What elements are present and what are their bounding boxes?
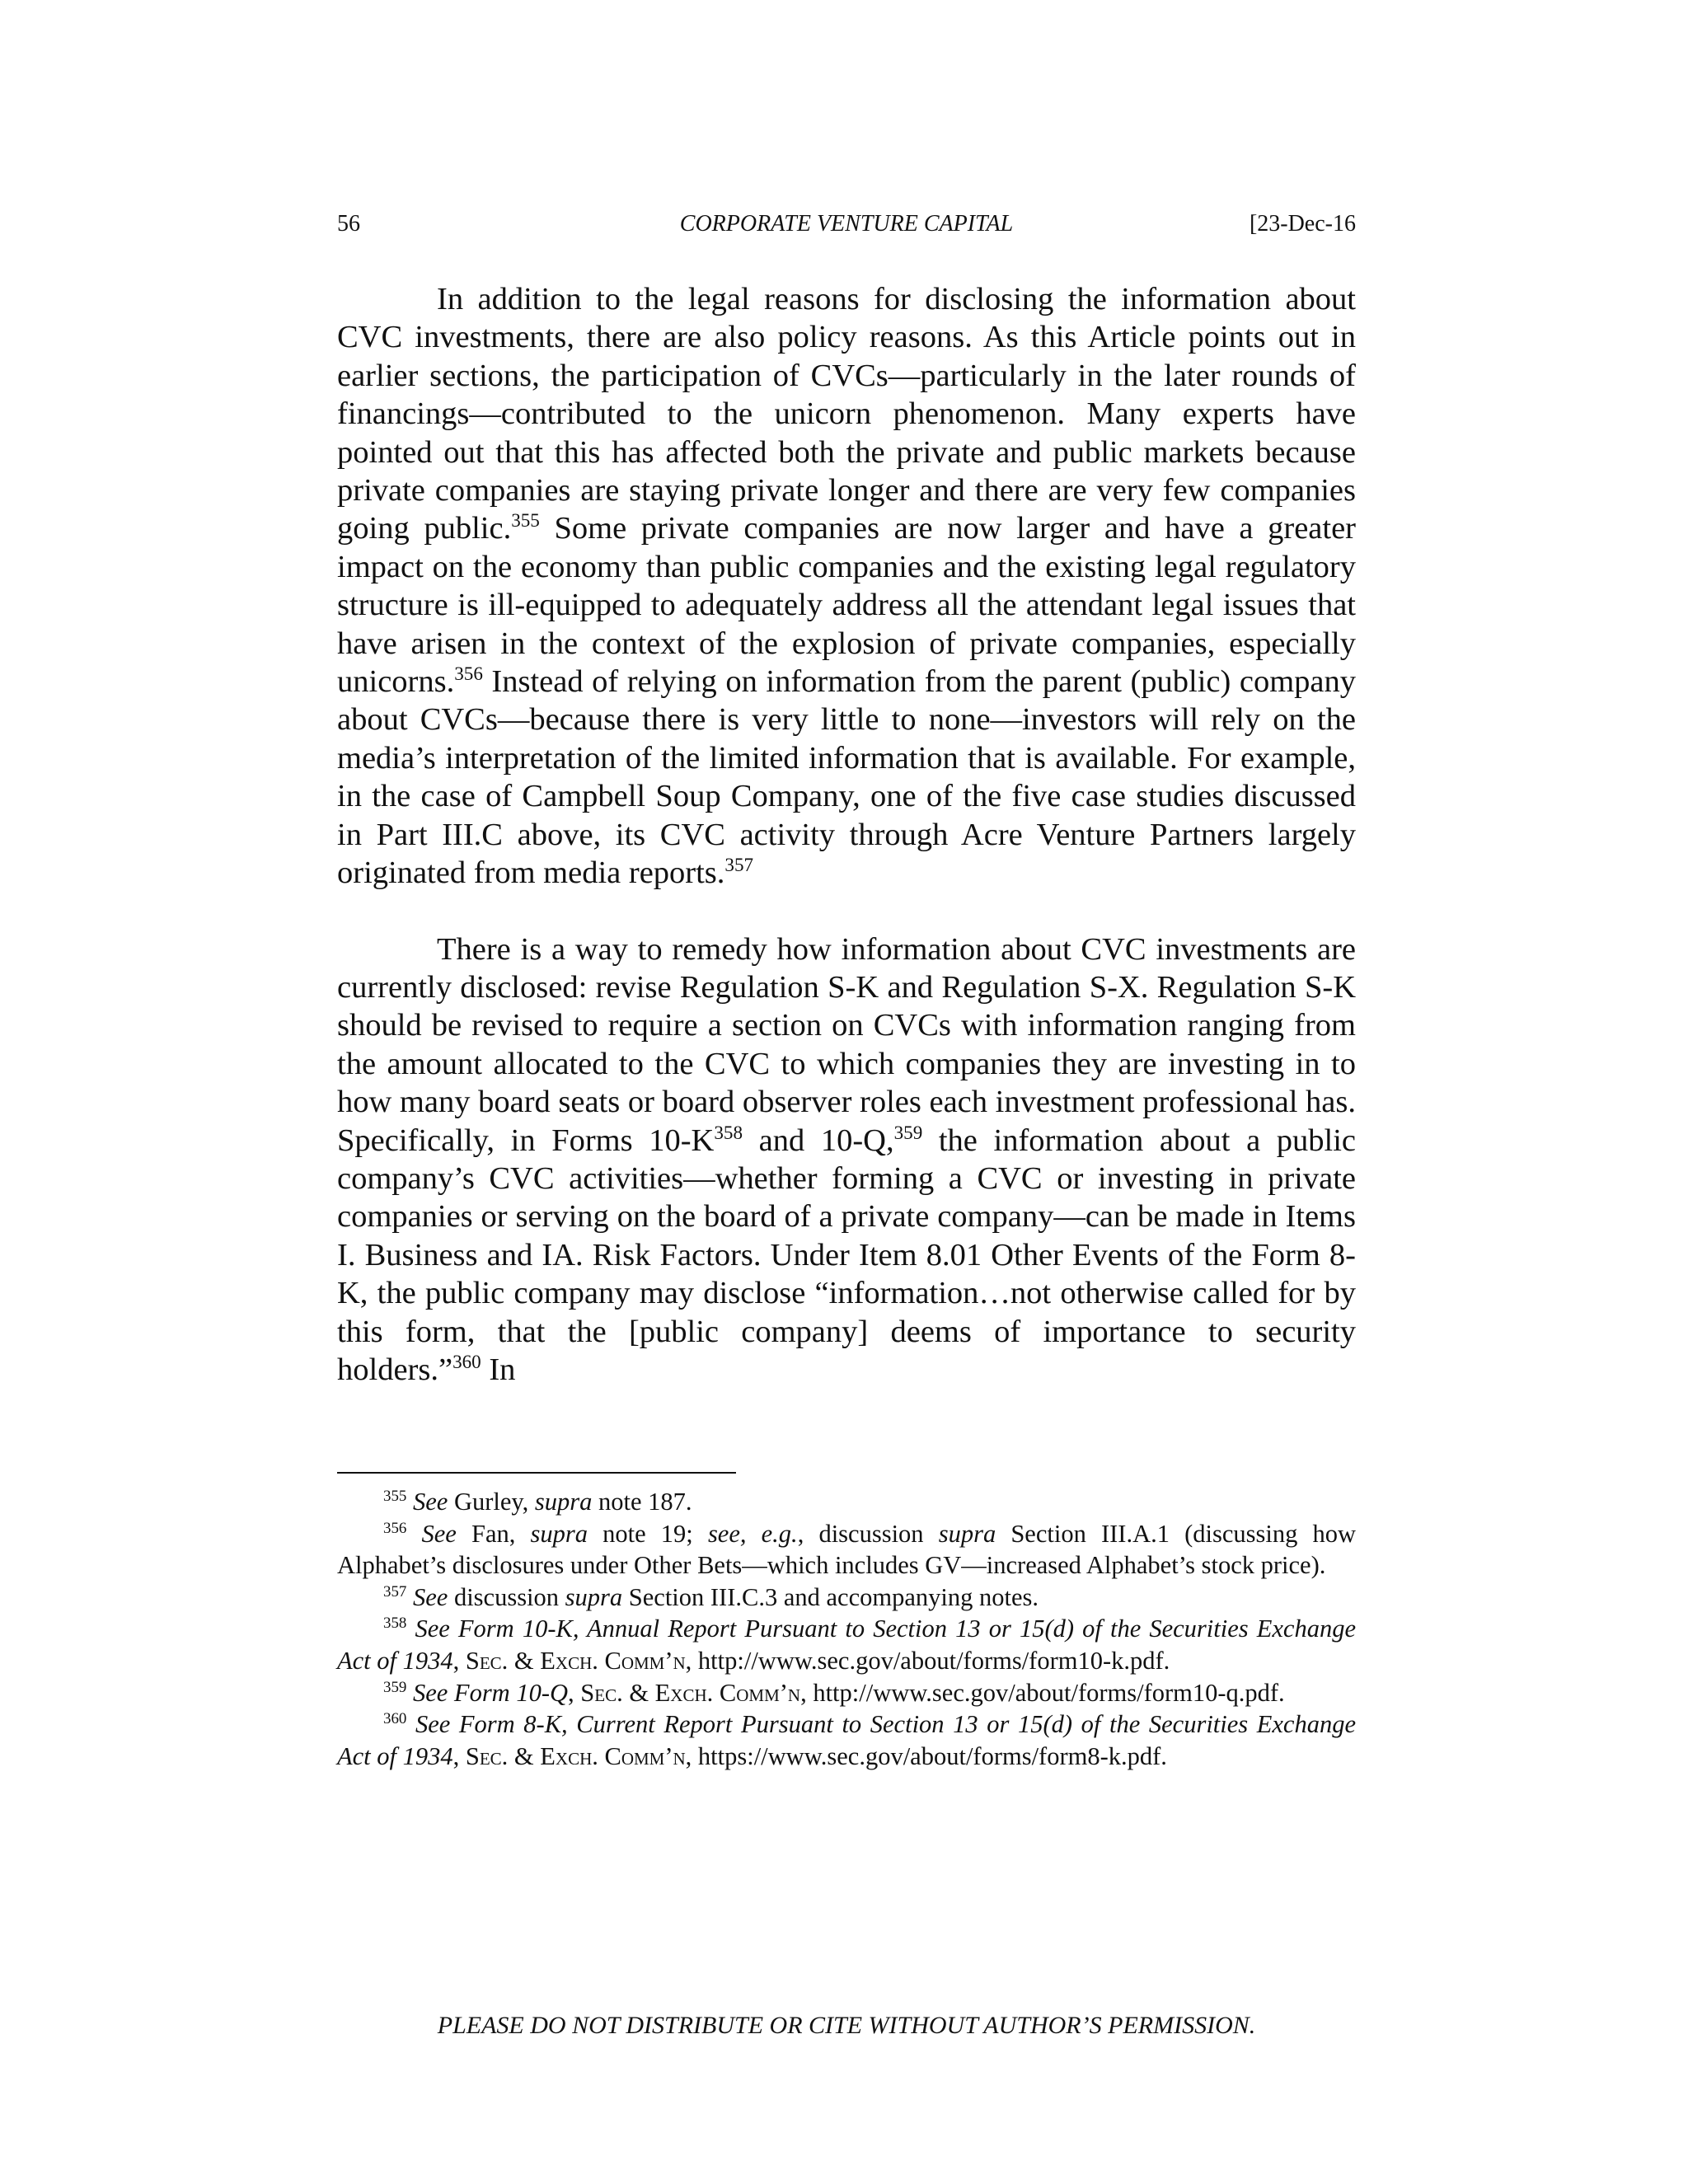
footnote-356: $^{356}$ See Fan, supra note 19; see, e.g., discussion supra Section III.A.1 (discussing how Alphabet’s disclosures under Other Bets—which includes GV—increased Alphabet’s stock price).	[337, 1519, 1357, 1580]
header-date: [23-Dec-16	[1249, 211, 1356, 237]
running-header	[337, 208, 1356, 241]
footnotes	[337, 1486, 1356, 1772]
footnote-359: $^{359}$ See Form 10-Q, Sec. & Exch. Comm’n, http://www.sec.gov/about/forms/form10-q.pdf.	[383, 1678, 1285, 1707]
footnote-separator	[337, 1472, 736, 1474]
footnote-ref-360[interactable]: 360	[452, 1351, 481, 1373]
footnote-358: $^{358}$ See Form 10-K, Annual Report Pursuant to Section 13 or 15(d) of the Securities Exchange Act of 1934, Sec. & Exch. Comm’n, http://www.sec.gov/about/forms/form10-k.pdf.	[337, 1615, 1356, 1675]
running-title: CORPORATE VENTURE CAPITAL	[679, 211, 1014, 237]
form8k-link[interactable]: , https://www.sec.gov/about/forms/form8-k.pdf.	[685, 1741, 1167, 1770]
footnote-ref-358[interactable]: 358	[714, 1121, 743, 1143]
paragraph-1: In addition to the legal reasons for disclosing the information about CVC investments, there are also policy reasons. As this Article points out in earlier sections, the participation of CVCs—particularly in the later rounds of financings—contributed to the unicorn phenomenon. Many experts have pointed out that this has affected both the private and public markets because private companies are staying private longer and there are very few companies going public.$^{355}$ Some private companies are now larger and have a greater impact on the economy than public companies and the existing legal regulatory structure is ill-equipped to adequately address all the attendant legal issues that have arisen in the context of the explosion of private companies, especially unicorns.$^{356}$ Instead of relying on information from the parent (public) company about CVCs—because there is very little to none—investors will rely on the media’s interpretation of the limited information that is available. For example, in the case of Campbell Soup Company, one of the five case studies discussed in Part III.C above, its CVC activity through Acre Venture Partners largely originated from media reports.$^{357}$	[337, 282, 1356, 891]
form10k-link[interactable]: , http://www.sec.gov/about/forms/form10-k.pdf.	[685, 1646, 1170, 1675]
footnote-ref-357[interactable]: 357	[724, 854, 754, 876]
footnote-ref-359[interactable]: 359	[893, 1121, 923, 1143]
main-text	[337, 280, 1356, 1389]
footnote-ref-356[interactable]: 356	[454, 663, 483, 685]
footnote-360: $^{360}$ See Form 8-K, Current Report Pursuant to Section 13 or 15(d) of the Securities Exchange Act of 1934, Sec. & Exch. Comm’n, https://www.sec.gov/about/forms/form8-k.pdf.	[337, 1710, 1357, 1770]
footnote-ref-355[interactable]: 355	[511, 509, 540, 532]
page-number: 56	[337, 211, 360, 237]
footnote-357: $^{357}$ See discussion supra Section III.C.3 and accompanying notes.	[383, 1582, 1039, 1611]
footnote-355: $^{355}$ See Gurley, supra note 187.	[383, 1487, 692, 1516]
distribution-notice: PLEASE DO NOT DISTRIBUTE OR CITE WITHOUT AUTHOR’S PERMISSION.	[437, 2012, 1256, 2039]
form10q-link[interactable]: , http://www.sec.gov/about/forms/form10-q.pdf.	[800, 1678, 1285, 1707]
paragraph-2: There is a way to remedy how information about CVC investments are currently disclosed: revise Regulation S-K and Regulation S-X. Regulation S-K should be revised to require a section on CVCs with information ranging from the amount allocated to the CVC to which companies they are investing in to how many board seats or board observer roles each investment professional has. Specifically, in Forms $10-K^{358}$ and 10-Q,$^{359}$ the information about a public company’s CVC activities—whether forming a CVC or investing in private companies or serving on the board of a private company—can be made in Items I. Business and IA. Risk Factors. Under Item 8.01 Other Events of the Form 8-K, the public company may disclose “information…not otherwise called for by this form, that the [public company] deems of importance to security holders.”$^{360}$ In	[337, 931, 1357, 1387]
